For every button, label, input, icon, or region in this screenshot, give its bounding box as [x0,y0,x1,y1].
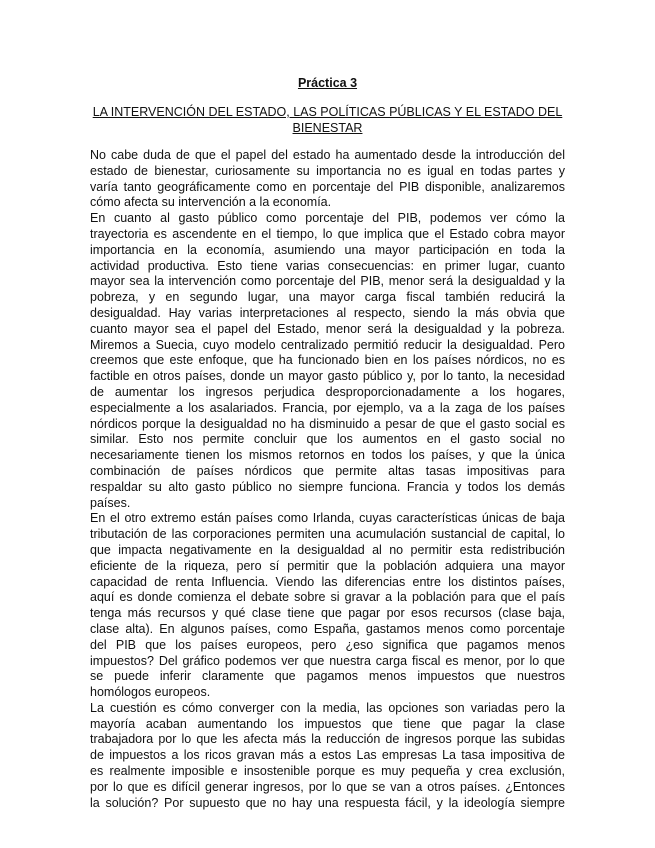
text-line: se puede inferir claramente que pagamos menos impuestos que nuestros [90,669,565,684]
text-line: que impacta negativamente en la desigualdad al no permitir esta redistribución [90,542,565,557]
text-line: trayectoria es ascendente en el tiempo, lo que implica que el Estado cobra mayor [90,226,565,241]
text-line: necesariamente tienen los mismos retornos en todos los países, y que la única [90,448,565,463]
text-line: pobreza, y en segundo lugar, una mayor carga fiscal también reducirá la [90,290,565,305]
text-line: Miremos a Suecia, cuyo modelo centralizado permitió reducir la desigualdad. Pero [90,337,565,352]
text-line: es realmente imposible e insostenible porque es muy pequeña y crea exclusión, [90,764,565,779]
text-line: eficiente de la riqueza, pero sí permitir que la población adquiera una mayor [90,558,565,573]
text-line: del PIB que los países europeos, pero ¿eso significa que pagamos menos [90,637,565,652]
text-line: combinación de países nórdicos que permite altas tasas impositivas para [90,463,565,478]
text-line: factible en otros países, donde un mayor gasto público y, por lo tanto, la necesidad [90,369,565,384]
text-line: trabajadora por lo que les afecta más la reducción de ingresos porque las subidas [90,732,565,747]
text-line: cuanto mayor sea el papel del Estado, menor será la desigualdad y la pobreza. [90,321,565,336]
text-line: países. [90,495,131,510]
text-line: la solución? Por supuesto que no hay una respuesta fácil, y la ideología siempre [90,795,565,810]
text-line: tributación de las corporaciones permiten una acumulación sustancial de capital, lo [90,527,565,542]
text-line: homólogos europeos. [90,685,211,700]
text-line: de aumentar los ingresos perjudica desproporcionadamente a los hogares, [90,384,565,399]
text-line: de impuestos a los ricos gravan más a estos Las empresas La tasa impositiva de [90,748,565,763]
text-line: tenga más recursos y qué clase tiene que pagar por esos recursos (clase baja, [90,606,565,621]
text-line: varía tanto geográficamente como en porcentaje del PIB disponible, analizaremos [90,179,565,194]
practice-title: Práctica 3 [297,76,358,90]
text-line: actividad productiva. Esto tiene varias consecuencias: en primer lugar, cuanto [90,258,565,273]
text-line: cómo afecta su intervención a la economía. [90,195,332,210]
text-line: similar. Esto nos permite concluir que los aumentos en el gasto social no [90,432,565,447]
main-title: LA INTERVENCIÓN DEL ESTADO, LAS POLÍTICAS PÚBLICAS Y EL ESTADO DEL BIENESTAR [92,105,563,135]
text-line: creemos que este enfoque, que ha funcionado bien en los países nórdicos, no es [90,353,565,368]
text-line: importancia en la economía, asumiendo una mayor participación en toda la [90,242,565,257]
text-line: clase alta). En algunos países, como España, gastamos menos como porcentaje [90,621,565,636]
text-line: desigualdad. Hay varias interpretaciones al respecto, siendo la más obvia que [90,305,565,320]
text-line: nórdicos porque la desigualdad no ha disminuido a pesar de que el gasto social es [90,416,565,431]
text-line: impuestos? Del gráfico podemos ver que nuestra carga fiscal es menor, por lo que [90,653,565,668]
text-line: mayoría acaban aumentando los impuestos que tiene que pagar la clase [90,716,565,731]
body-text [90,148,565,811]
text-line: por lo que es difícil generar ingresos, por lo que se van a otros países. ¿Entonces [90,779,565,794]
text-line: respaldar su alto gasto público no siempre funciona. Francia y todos los demás [90,479,565,494]
text-line: mayor sea la intervención como porcentaje del PIB, menor será la desigualdad y la [90,274,565,289]
text-line: estado de bienestar, curiosamente su importancia no es igual en todas partes y [90,163,565,178]
text-line: especialmente a los asalariados. Francia, por ejemplo, va a la zaga de los países [90,400,565,415]
text-line: La cuestión es cómo converger con la media, las opciones son variadas pero la [90,700,565,715]
text-line: En cuanto al gasto público como porcentaje del PIB, podemos ver cómo la [90,211,565,226]
text-line: aquí es donde comienza el debate sobre si gravar a la población para que el país [90,590,565,605]
text-line: No cabe duda de que el papel del estado ha aumentado desde la introducción del [90,148,565,162]
text-line: capacidad de renta Influencia. Viendo las diferencias entre los distintos países, [90,574,565,589]
text-line: En el otro extremo están países como Irlanda, cuyas características únicas de baja [90,511,565,526]
